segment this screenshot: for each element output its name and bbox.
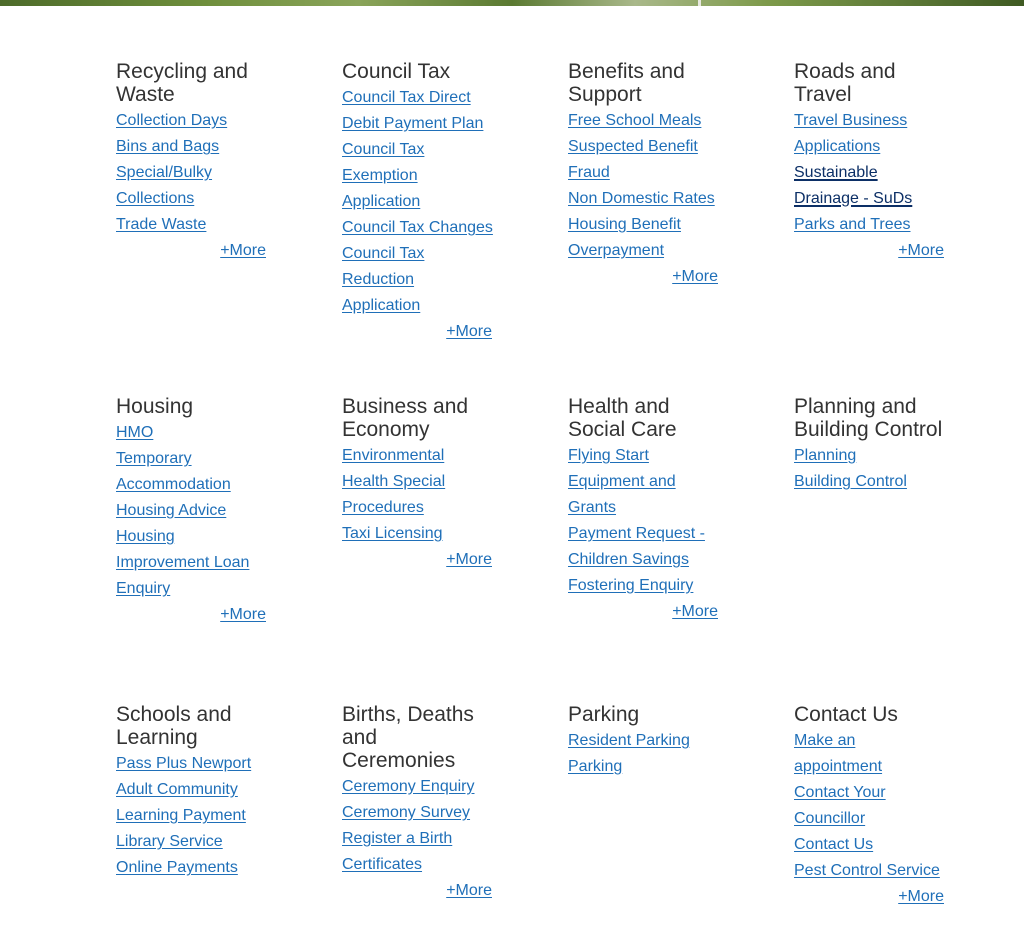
link-trade-waste[interactable]: Trade Waste bbox=[116, 216, 207, 233]
link-hmo[interactable]: HMO bbox=[116, 424, 154, 441]
link-collection-days[interactable]: Collection Days bbox=[116, 112, 228, 129]
card-title: Housing bbox=[116, 395, 194, 418]
card-title: Recycling and Waste bbox=[116, 60, 248, 106]
link-parking[interactable]: Parking bbox=[568, 758, 623, 775]
card-title: Contact Us bbox=[794, 703, 898, 726]
card-title: Health and Social Care bbox=[568, 395, 677, 441]
card-births-deaths-ceremonies bbox=[342, 703, 494, 904]
card-title: Planning and Building Control bbox=[794, 395, 943, 441]
more-link[interactable]: +More bbox=[672, 603, 718, 620]
more-link[interactable]: +More bbox=[446, 882, 492, 899]
link-ceremony-survey[interactable]: Ceremony Survey bbox=[342, 804, 471, 821]
card-title: Business and Economy bbox=[342, 395, 469, 441]
card-benefits-and-support bbox=[568, 60, 720, 290]
card-title: Benefits and Support bbox=[568, 60, 685, 106]
link-temporary-accommodation[interactable]: Temporary Accommodation bbox=[116, 450, 231, 493]
link-suspected-benefit-fraud[interactable]: Suspected Benefit Fraud bbox=[568, 138, 698, 181]
card-roads-and-travel bbox=[794, 60, 946, 264]
link-library-service[interactable]: Library Service bbox=[116, 833, 223, 850]
more-link[interactable]: +More bbox=[898, 888, 944, 905]
link-fostering-enquiry[interactable]: Fostering Enquiry bbox=[568, 577, 694, 594]
link-contact-your-councillor[interactable]: Contact Your Councillor bbox=[794, 784, 886, 827]
link-council-tax-reduction[interactable]: Council Tax Reduction Application bbox=[342, 245, 425, 314]
link-housing-improvement-loan[interactable]: Housing Improvement Loan Enquiry bbox=[116, 528, 250, 597]
card-title: Roads and Travel bbox=[794, 60, 896, 106]
link-pass-plus-newport[interactable]: Pass Plus Newport bbox=[116, 755, 252, 772]
link-non-domestic-rates[interactable]: Non Domestic Rates bbox=[568, 190, 715, 207]
more-link[interactable]: +More bbox=[672, 268, 718, 285]
card-housing bbox=[116, 395, 268, 628]
link-travel-business-applications[interactable]: Travel Business Applications bbox=[794, 112, 908, 155]
link-make-an-appointment[interactable]: Make an appointment bbox=[794, 732, 883, 775]
link-flying-start[interactable]: Flying Start Equipment and Grants bbox=[568, 447, 676, 516]
link-housing-benefit-overpayment[interactable]: Housing Benefit Overpayment bbox=[568, 216, 681, 259]
link-register-a-birth[interactable]: Register a Birth bbox=[342, 830, 453, 847]
link-building-control[interactable]: Building Control bbox=[794, 473, 907, 490]
link-resident-parking[interactable]: Resident Parking bbox=[568, 732, 690, 749]
card-business-and-economy bbox=[342, 395, 494, 573]
more-link[interactable]: +More bbox=[898, 242, 944, 259]
more-link[interactable]: +More bbox=[220, 606, 266, 623]
link-housing-advice[interactable]: Housing Advice bbox=[116, 502, 227, 519]
card-recycling-and-waste bbox=[116, 60, 268, 264]
link-free-school-meals[interactable]: Free School Meals bbox=[568, 112, 702, 129]
card-health-and-social-care bbox=[568, 395, 720, 625]
card-title: Parking bbox=[568, 703, 640, 726]
link-adult-community-learning[interactable]: Adult Community Learning Payment bbox=[116, 781, 246, 824]
link-payment-request-children-savings[interactable]: Payment Request - Children Savings bbox=[568, 525, 705, 568]
link-contact-us[interactable]: Contact Us bbox=[794, 836, 874, 853]
link-special-bulky-collections[interactable]: Special/Bulky Collections bbox=[116, 164, 213, 207]
card-planning-and-building-control bbox=[794, 395, 946, 495]
link-taxi-licensing[interactable]: Taxi Licensing bbox=[342, 525, 443, 542]
link-sustainable-drainage[interactable]: Sustainable Drainage - SuDs bbox=[794, 164, 913, 207]
link-environmental-health[interactable]: Environmental Health Special Procedures bbox=[342, 447, 446, 516]
link-pest-control-service[interactable]: Pest Control Service bbox=[794, 862, 940, 879]
link-ceremony-enquiry[interactable]: Ceremony Enquiry bbox=[342, 778, 475, 795]
card-title: Council Tax bbox=[342, 60, 451, 83]
card-parking bbox=[568, 703, 720, 780]
link-bins-and-bags[interactable]: Bins and Bags bbox=[116, 138, 220, 155]
card-title: Schools and Learning bbox=[116, 703, 232, 749]
more-link[interactable]: +More bbox=[220, 242, 266, 259]
link-council-tax-changes[interactable]: Council Tax Changes bbox=[342, 219, 493, 236]
link-parks-and-trees[interactable]: Parks and Trees bbox=[794, 216, 911, 233]
link-planning[interactable]: Planning bbox=[794, 447, 857, 464]
card-title: Births, Deaths and Ceremonies bbox=[342, 703, 474, 772]
link-council-tax-exemption[interactable]: Council Tax Exemption Application bbox=[342, 141, 425, 210]
link-council-tax-direct-debit[interactable]: Council Tax Direct Debit Payment Plan bbox=[342, 89, 484, 132]
more-link[interactable]: +More bbox=[446, 323, 492, 340]
link-online-payments[interactable]: Online Payments bbox=[116, 859, 238, 876]
card-council-tax bbox=[342, 60, 494, 345]
card-schools-and-learning bbox=[116, 703, 268, 881]
more-link[interactable]: +More bbox=[446, 551, 492, 568]
card-contact-us bbox=[794, 703, 946, 910]
link-certificates[interactable]: Certificates bbox=[342, 856, 423, 873]
